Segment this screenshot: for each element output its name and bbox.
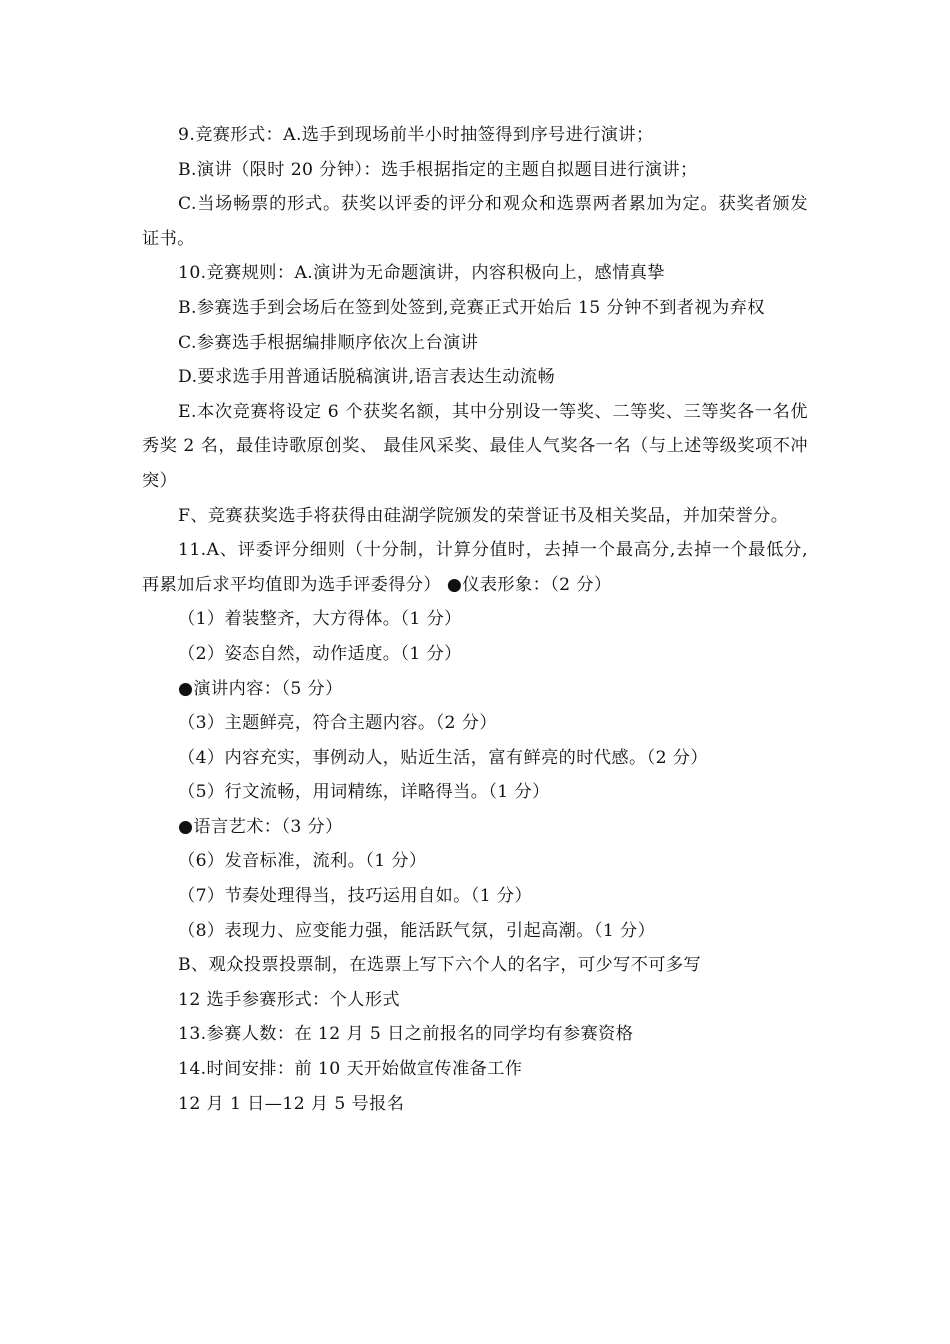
paragraph-11-scoring: 11.A、评委评分细则（十分制，计算分值时，去掉一个最高分,去掉一个最低分,再累加后求平均值即为选手评委得分） ●仪表形象：（2 分）: [142, 540, 808, 595]
list-item: （5）行文流畅，用词精练，详略得当。（1 分）: [178, 782, 550, 803]
list-item: （3）主题鲜亮，符合主题内容。（2 分）: [178, 713, 497, 734]
paragraph-9-c: C.当场畅票的形式。获奖以评委的评分和观众和选票两者累加为定。获奖者颁发证书。: [142, 194, 808, 249]
list-item: （7）节奏处理得当，技巧运用自如。（1 分）: [178, 886, 533, 907]
list-item: （1）着装整齐，大方得体。（1 分）: [178, 609, 462, 630]
paragraph-10-f: F、竞赛获奖选手将获得由硅湖学院颁发的荣誉证书及相关奖品，并加荣誉分。: [178, 505, 789, 526]
paragraph-9-format: 9.竞赛形式：A.选手到现场前半小时抽签得到序号进行演讲；: [178, 125, 654, 145]
paragraph-9-b: B.演讲（限时 20 分钟）：选手根据指定的主题自拟题目进行演讲；: [178, 159, 698, 180]
section-heading-language: ●语言艺术：（3 分）: [178, 816, 343, 837]
list-item: （4）内容充实，事例动人，贴近生活，富有鲜亮的时代感。（2 分）: [178, 747, 708, 768]
paragraph-12-format: 12 选手参赛形式：个人形式: [178, 989, 400, 1010]
paragraph-10-e: E.本次竞赛将设定 6 个获奖名额，其中分别设一等奖、二等奖、三等奖各一名优秀奖 2 名，最佳诗歌原创奖、 最佳风采奖、最佳人气奖各一名（与上述等级奖项不冲突）: [142, 401, 808, 491]
paragraph-13-participants: 13.参赛人数：在 12 月 5 日之前报名的同学均有参赛资格: [178, 1024, 634, 1045]
list-item: （2）姿态自然，动作适度。（1 分）: [178, 643, 462, 664]
paragraph-10-d: D.要求选手用普通话脱稿演讲,语言表达生动流畅: [178, 367, 556, 388]
paragraph-10-b: B.参赛选手到会场后在签到处签到,竞赛正式开始后 15 分钟不到者视为弃权: [178, 297, 765, 318]
paragraph-14-schedule: 14.时间安排：前 10 天开始做宣传准备工作: [178, 1059, 523, 1080]
paragraph-10-rules: 10.竞赛规则：A.演讲为无命题演讲，内容积极向上，感情真挚: [178, 263, 665, 284]
list-item: （6）发音标准，流利。（1 分）: [178, 851, 427, 872]
paragraph-11-b-audience-vote: B、观众投票投票制，在选票上写下六个人的名字，可少写不可多写: [178, 955, 702, 976]
document-body: [142, 118, 808, 1121]
list-item: （8）表现力、应变能力强，能活跃气氛，引起高潮。（1 分）: [178, 920, 656, 941]
paragraph-10-c: C.参赛选手根据编排顺序依次上台演讲: [178, 332, 479, 353]
paragraph-14-registration: 12 月 1 日—12 月 5 号报名: [178, 1093, 405, 1114]
section-heading-content: ●演讲内容：（5 分）: [178, 678, 343, 699]
